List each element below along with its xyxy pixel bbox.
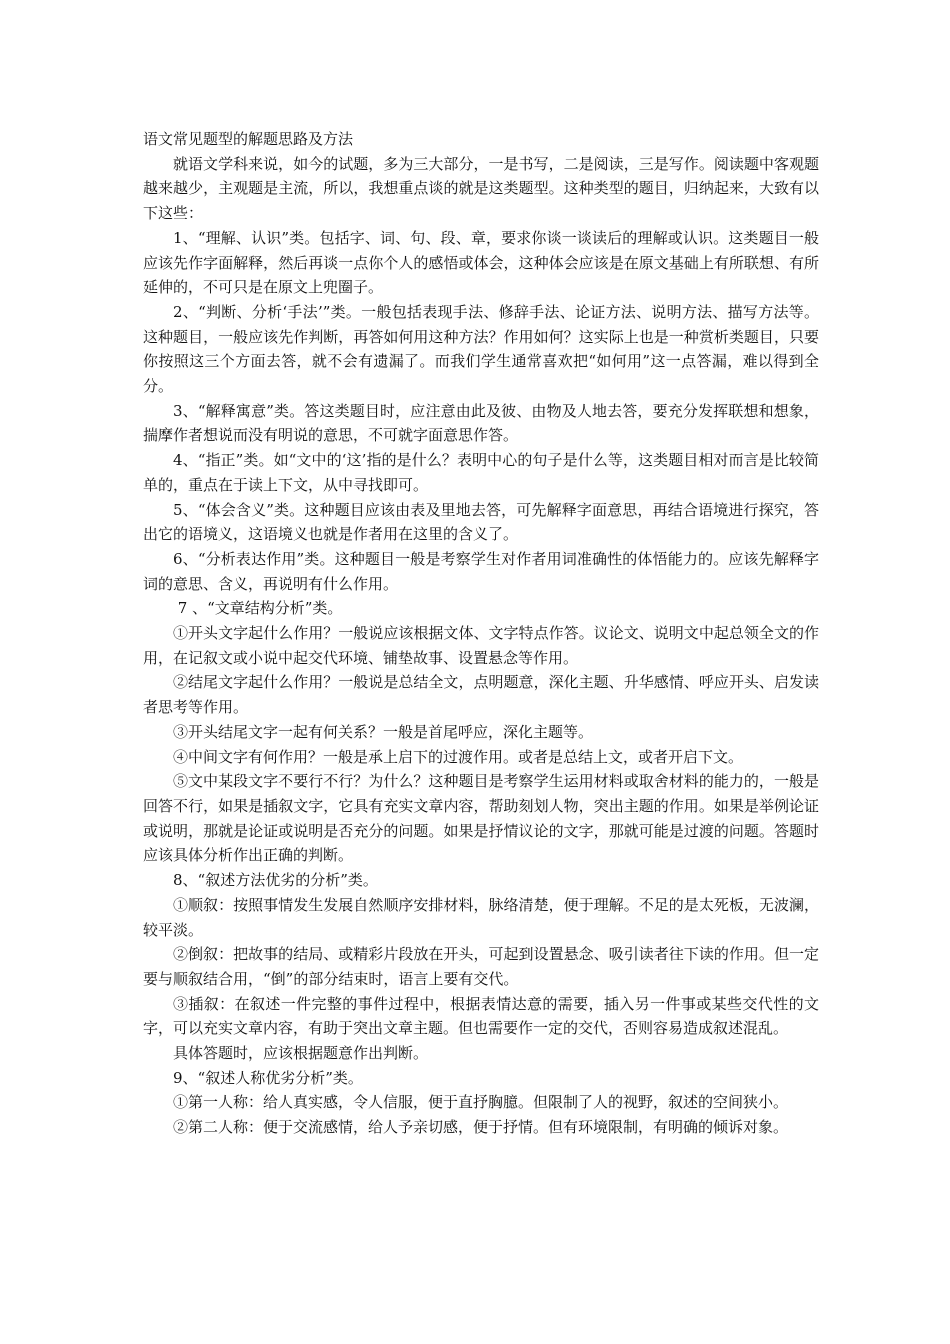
paragraph-8-sub-3: ③插叙：在叙述一件完整的事件过程中，根据表情达意的需要，插入另一件事或某些交代性的文字，可以充实文章内容，有助于突出文章主题。但也需要作一定的交代，否则容易造成叙述混乱。 [143,994,819,1038]
paragraph-item-9: 9、“叙述人称优劣分析”类。 [173,1068,363,1087]
document-page [143,127,819,1140]
paragraph-8-summary: 具体答题时，应该根据题意作出判断。 [173,1044,429,1063]
paragraph-7-sub-5: ⑤文中某段文字不要行不行？为什么？这种题目是考察学生运用材料或取舍材料的能力的，一般是回答不行，如果是插叙文字，它具有充实文章内容，帮助刻划人物，突出主题的作用。如果是举例论证或说明，那就是论证或说明是否充分的问题。如果是抒情议论的文字，那就可能是过渡的问题。答题时应该具体分析作出正确的判断。 [143,772,819,865]
paragraph-8-sub-1: ①顺叙：按照事情发生发展自然顺序安排材料，脉络清楚，便于理解。不足的是太死板，无波澜，较平淡。 [143,895,819,939]
paragraph-item-4: 4、“指正”类。如“文中的‘这’指的是什么？表明中心的句子是什么等，这类题目相对而言是比较简单的，重点在于读上下文，从中寻找即可。 [143,451,819,494]
paragraph-item-8: 8、“叙述方法优劣的分析”类。 [173,871,378,890]
paragraph-7-sub-1: ①开头文字起什么作用？一般说应该根据文体、文字特点作答。议论文、说明文中起总领全文的作用，在记叙文或小说中起交代环境、铺垫故事、设置悬念等作用。 [143,624,819,667]
paragraph-item-6: 6、“分析表达作用”类。这种题目一般是考察学生对作者用词准确性的体悟能力的。应该先解释字词的意思、含义，再说明有什么作用。 [143,549,819,593]
paragraph-8-sub-2: ②倒叙：把故事的结局、或精彩片段放在开头，可起到设置悬念、吸引读者往下读的作用。但一定要与顺叙结合用，“倒”的部分结束时，语言上要有交代。 [143,945,819,988]
paragraph-item-2: 2、“判断、分析‘手法’”类。一般包括表现手法、修辞手法、论证方法、说明方法、描写方法等。这种题目，一般应该先作判断，再答如何用这种方法？作用如何？这实际上也是一种赏析类题目，只要你按照这三个方面去答，就不会有遗漏了。而我们学生通常喜欢把“如何用”这一点答漏，难以得到全分。 [143,302,819,396]
intro-paragraph: 就语文学科来说，如今的试题，多为三大部分，一是书写，二是阅读，三是写作。阅读题中客观题越来越少，主观题是主流，所以，我想重点谈的就是这类题型。这种类型的题目，归纳起来，大致有以下这些： [143,154,819,223]
paragraph-9-sub-1: ①第一人称：给人真实感，令人信服，便于直抒胸臆。但限制了人的视野，叙述的空间狭小。 [173,1093,789,1112]
document-title: 语文常见题型的解题思路及方法 [143,130,354,148]
paragraph-7-sub-2: ②结尾文字起什么作用？一般说是总结全文，点明题意，深化主题、升华感情、呼应开头、启发读者思考等作用。 [143,673,819,717]
paragraph-7-sub-4: ④中间文字有何作用？一般是承上启下的过渡作用。或者是总结上文，或者开启下文。 [173,747,744,766]
paragraph-item-1: 1、“理解、认识”类。包括字、词、句、段、章，要求你谈一谈读后的理解或认识。这类题目一般应该先作字面解释，然后再谈一点你个人的感悟或体会，这种体会应该是在原文基础上有所联想、有所延伸的，不可只是在原文上兜圈子。 [143,228,819,297]
paragraph-9-sub-2: ②第二人称：便于交流感情，给人予亲切感，便于抒情。但有环境限制，有明确的倾诉对象。 [173,1118,789,1137]
paragraph-item-7: 7 、“文章结构分析”类。 [173,599,343,618]
paragraph-item-5: 5、“体会含义”类。这种题目应该由表及里地去答，可先解释字面意思，再结合语境进行探究，答出它的语境义，这语境义也就是作者用在这里的含义了。 [143,500,819,544]
paragraph-7-sub-3: ③开头结尾文字一起有何关系？一般是首尾呼应，深化主题等。 [173,722,594,741]
paragraph-item-3: 3、“解释寓意”类。答这类题目时，应注意由此及彼、由物及人地去答，要充分发挥联想和想象，揣摩作者想说而没有明说的意思，不可就字面意思作答。 [143,401,819,445]
